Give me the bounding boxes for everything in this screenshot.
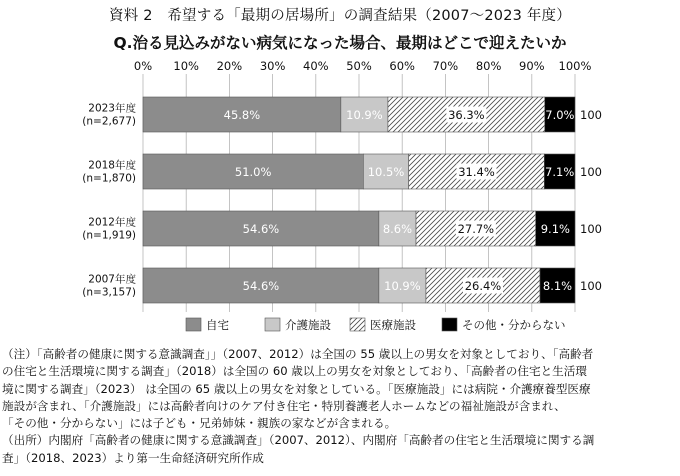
data-label: 7.0% (545, 108, 575, 122)
category-label: 2018年度 (88, 159, 136, 172)
data-label: 54.6% (242, 222, 280, 236)
x-tick-label: 80% (475, 59, 502, 73)
x-tick-label: 50% (346, 59, 372, 73)
data-label: 10.9% (384, 279, 421, 293)
page-title: 資料 2 希望する「最期の居場所」の調査結果（2007～2023 年度） (109, 8, 571, 24)
footnote-line: 「その他・分からない」には子ども・兄弟姉妹・親族の家などが含まれる。 (2, 416, 397, 431)
x-tick-label: 40% (303, 59, 329, 73)
legend-swatch (350, 318, 365, 331)
data-label: 27.7% (457, 222, 495, 236)
legend-swatch (442, 318, 457, 331)
total-label: 100 (580, 165, 602, 179)
data-label: 7.1% (545, 165, 575, 179)
x-tick-label: 90% (519, 59, 545, 73)
footnote-line: （出所）内閣府「高齢者の健康に関する意識調査」（2007、2012）、内閣府「高齢者の住宅と生活環境に関する調 (2, 433, 595, 448)
category-sample-size: (n=1,870) (82, 172, 136, 185)
legend-label: 自宅 (206, 318, 229, 332)
x-tick-label: 100% (558, 59, 592, 73)
data-label: 36.3% (448, 108, 485, 122)
total-label: 100 (580, 279, 602, 293)
footnote-line: （注）「高齢者の健康に関する意識調査」」（2007、2012）は全国の 55 歳以上の男女を対象としており、「高齢者 (2, 347, 594, 361)
category-sample-size: (n=3,157) (82, 286, 136, 299)
data-label: 8.1% (542, 279, 573, 293)
footnote-line: 査」（2018、2023）より第一生命経済研究所作成 (2, 450, 264, 465)
legend-swatch (265, 318, 280, 331)
category-label: 2012年度 (88, 216, 136, 229)
data-label: 45.8% (223, 108, 261, 122)
footnote-line: 施設が含まれ、「介護施設」には高齢者向けのケア付き住宅・特別養護老人ホームなどの福祉施設が含まれ、 (2, 398, 566, 413)
x-tick-label: 70% (432, 59, 459, 73)
category-label: 2023年度 (88, 102, 136, 115)
data-label: 10.9% (346, 108, 383, 122)
data-label: 31.4% (458, 165, 495, 179)
data-label: 26.4% (464, 279, 502, 293)
footnote-line: 境に関する調査」（2023） は全国の 65 歳以上の男女を対象としている。「医療施設」には病院・介護療養型医療 (2, 381, 591, 396)
x-tick-label: 10% (173, 59, 199, 73)
x-tick-label: 20% (216, 59, 243, 73)
data-label: 9.1% (540, 222, 570, 236)
x-tick-label: 30% (259, 59, 286, 73)
data-label: 54.6% (242, 279, 280, 293)
total-label: 100 (580, 108, 602, 122)
category-sample-size: (n=1,919) (82, 229, 136, 242)
legend-label: 医療施設 (370, 318, 416, 332)
footnote-line: の住宅と生活環境に関する調査」（2018）は全国の 60 歳以上の男女を対象としており、「高齢者の住宅と生活環 (2, 364, 587, 379)
x-tick-label: 60% (389, 59, 415, 73)
total-label: 100 (580, 222, 602, 236)
x-tick-label: 0% (133, 59, 153, 73)
data-label: 10.5% (367, 165, 405, 179)
data-label: 51.0% (234, 165, 272, 179)
footnotes (2, 346, 678, 467)
legend-label: 介護施設 (285, 318, 331, 332)
category-label: 2007年度 (88, 273, 136, 286)
legend-swatch (186, 318, 201, 331)
legend-label: その他・分からない (462, 318, 566, 332)
category-sample-size: (n=2,677) (82, 115, 136, 128)
data-label: 8.6% (382, 222, 413, 236)
chart-subtitle: Q.治る見込みがない病気になった場合、最期はどこで迎えたいか (113, 34, 567, 52)
